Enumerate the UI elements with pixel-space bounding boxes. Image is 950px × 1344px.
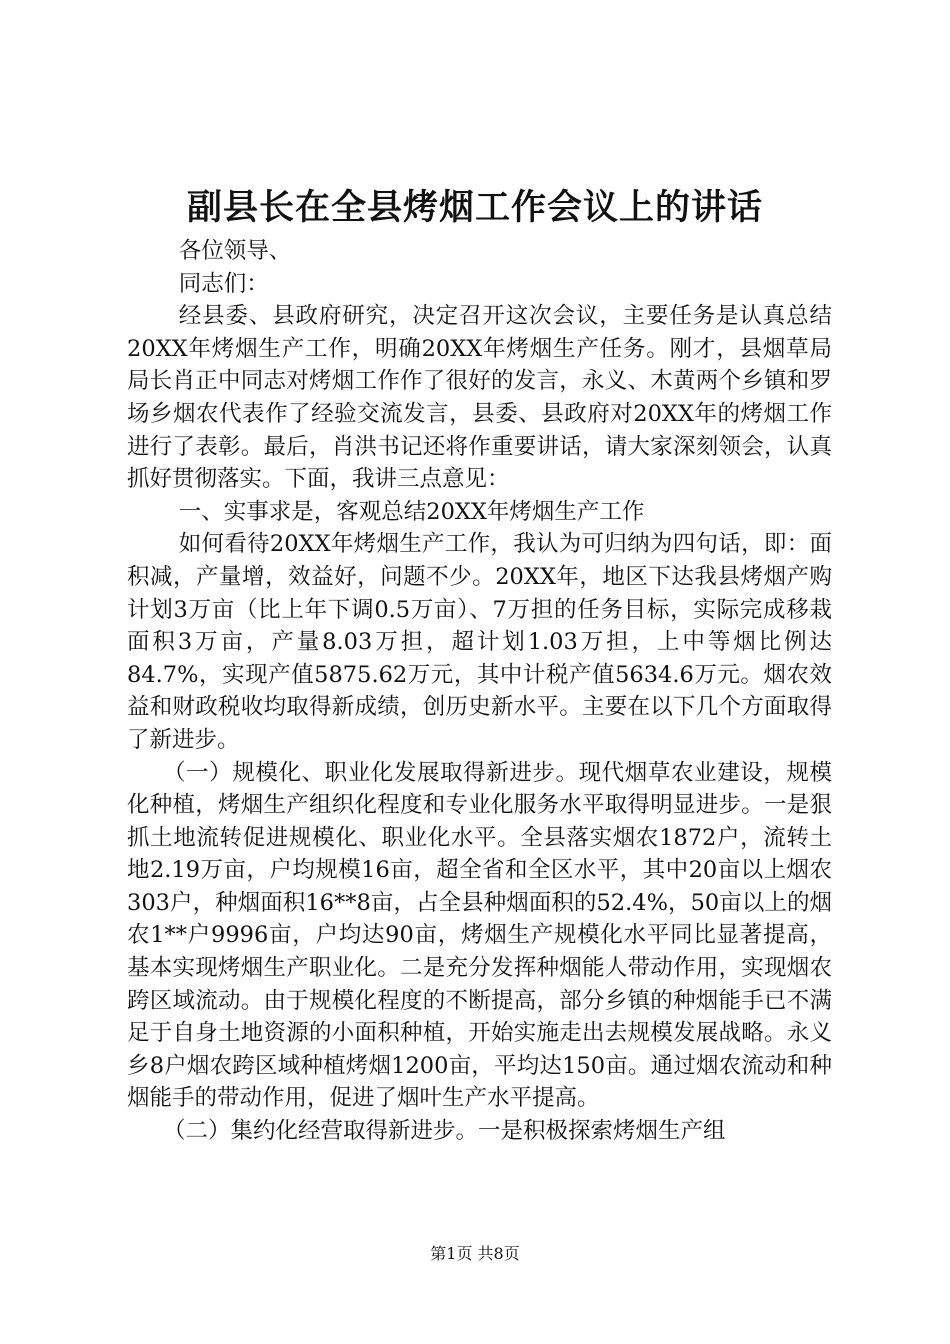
- section-heading-1: 一、实事求是，客观总结20XX年烤烟生产工作: [178, 498, 645, 525]
- paragraph-intro: 经县委、县政府研究，决定召开这次会议，主要任务是认真总结20XX年烤烟生产工作，明确20XX年烤烟生产任务。刚才，县烟草局局长肖正中同志对烤烟工作作了很好的发言，永义、木黄两个乡镇和罗场乡烟农代表作了经验交流发言，县委、县政府对20XX年的烤烟工作进行了表彰。最后，肖洪书记还将作重要讲话，请大家深刻领会，认真抓好贯彻落实。下面，我讲三点意见：: [127, 303, 832, 493]
- document-title: 副县长在全县烤烟工作会议上的讲话: [186, 187, 763, 228]
- salutation-leaders: 各位领导、: [178, 238, 292, 264]
- document-body: [127, 235, 832, 1148]
- paragraph-summary: 如何看待20XX年烤烟生产工作，我认为可归纳为四句话，即：面积减，产量增，效益好，问题不少。20XX年，地区下达我县烤烟产购计划3万亩（比上年下调0.5万亩）、7万担的任务目标，实际完成移栽面积3万亩，产量8.03万担，超计划1.03万担，上中等烟比例达84.7%，实现产值5875.62万元，其中计税产值5634.6万元。烟农效益和财政税收均取得新成绩，创历史新水平。主要在以下几个方面取得了新进步。: [127, 531, 832, 753]
- paragraph-subsection-2: （二）集约化经营取得新进步。一是积极探索烤烟生产组: [163, 1118, 726, 1145]
- paragraph-subsection-1: （一）规模化、职业化发展取得新进步。现代烟草农业建设，规模化种植，烤烟生产组织化程度和专业化服务水平取得明显进步。一是狠抓土地流转促进规模化、职业化水平。全县落实烟农1872户，流转土地2.19万亩，户均规模16亩，超全省和全区水平，其中20亩以上烟农303户，种烟面积16**8亩，占全县种烟面积的52.4%，50亩以上的烟农1**户9996亩，户均达90亩，烤烟生产规模化水平同比显著提高，基本实现烤烟生产职业化。二是充分发挥种烟能人带动作用，实现烟农跨区域流动。由于规模化程度的不断提高，部分乡镇的种烟能手已不满足于自身土地资源的小面积种植，开始实施走出去规模发展战略。永义乡8户烟农跨区域种植烤烟1200亩，平均达150亩。通过烟农流动和种烟能手的带动作用，促进了烟叶生产水平提高。: [127, 759, 832, 1112]
- page-number-footer: 第1页 共8页: [430, 1244, 520, 1263]
- salutation-comrades: 同志们：: [178, 270, 269, 297]
